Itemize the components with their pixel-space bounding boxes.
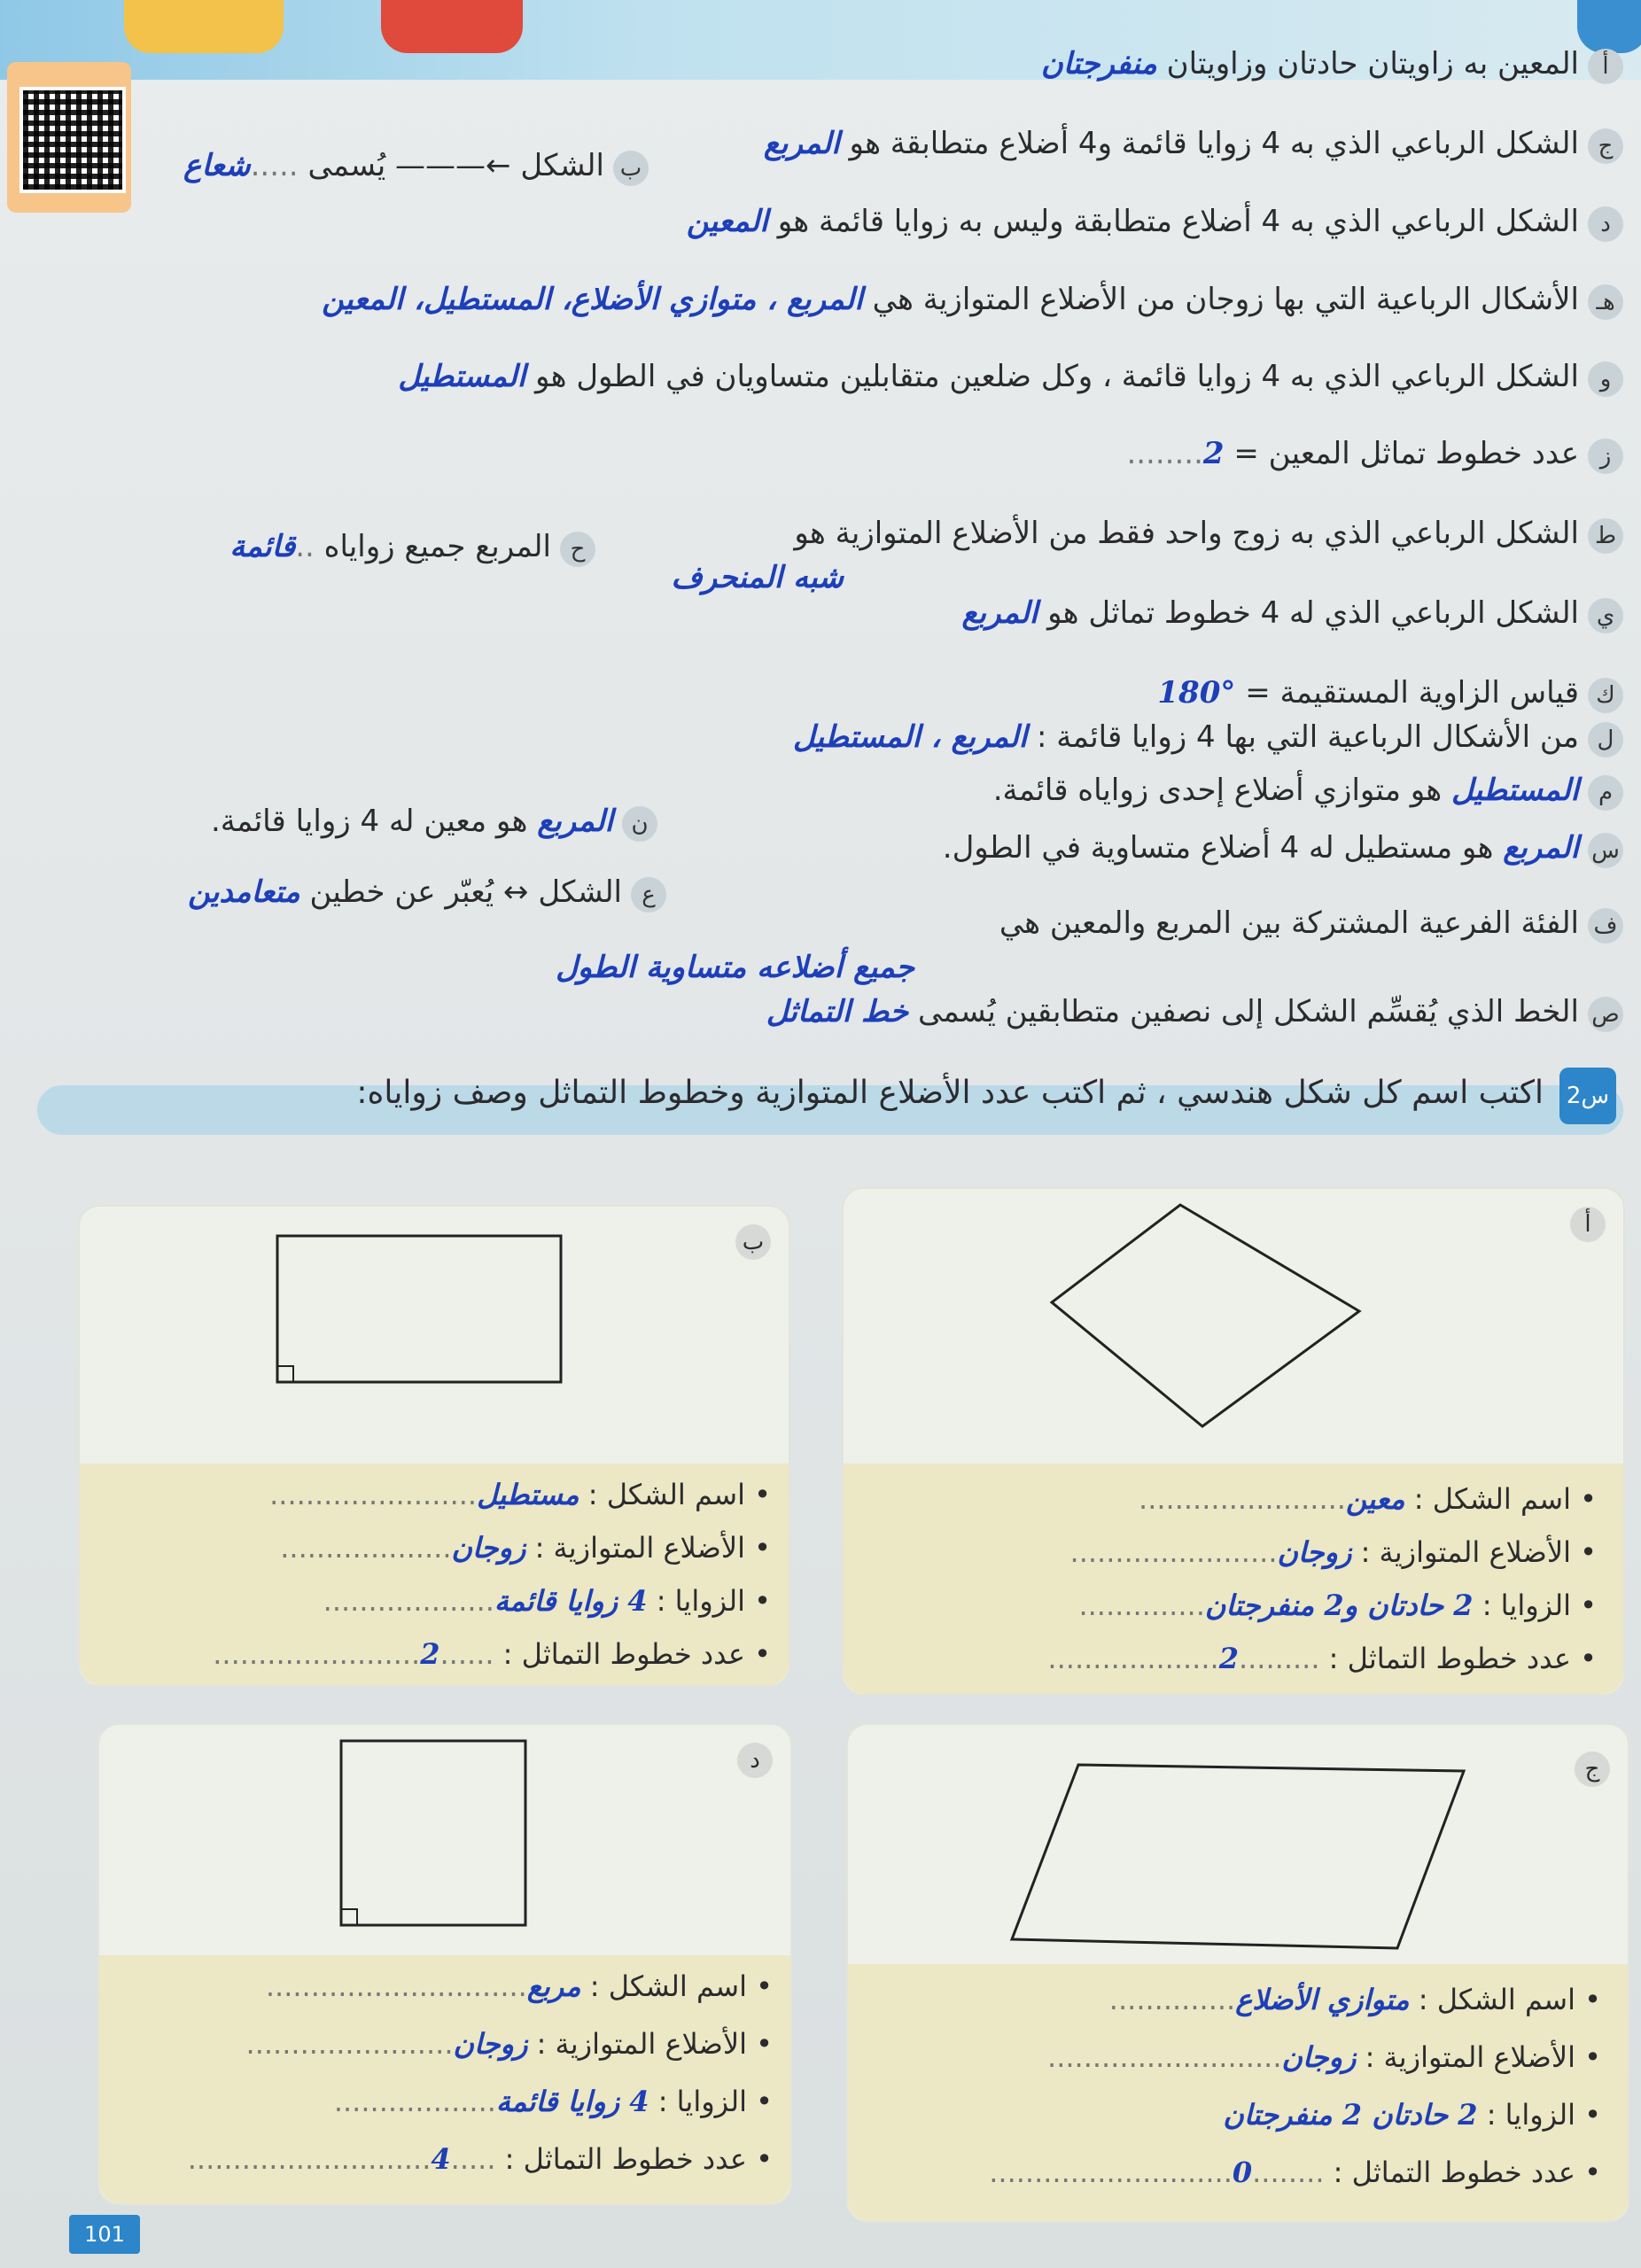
shape-card-c <box>846 1723 1629 2223</box>
qa-item-f-answer: جميع أضلاعه متساوية الطول <box>556 950 914 985</box>
angles-field: • الزوايا : 2 حادتان و2 منفرجتان.............. <box>1078 1588 1597 1622</box>
symmetry-lines-field: • عدد خطوط التماثل : ......2....................... <box>213 1637 771 1671</box>
qa-item-s: سالمربع هو مستطيل له 4 أضلاع متساوية في الطول. <box>943 828 1623 868</box>
rhombus-shape <box>1047 1198 1366 1437</box>
card-fields <box>844 1464 1623 1694</box>
parallelogram-shape <box>1007 1760 1468 1955</box>
card-letter: ب <box>735 1224 771 1260</box>
qa-item-z: زعدد خطوط تماثل المعين = 2........ <box>1126 434 1623 474</box>
angles-field: • الزوايا : 4 زوايا قائمة.................. <box>333 2085 773 2118</box>
shape-name-field: • اسم الشكل : مستطيل....................... <box>269 1478 771 1511</box>
card-letter: د <box>737 1743 773 1778</box>
page-number: 101 <box>69 2215 140 2254</box>
parallel-sides-field: • الأضلاع المتوازية : زوجان................... <box>280 1531 771 1565</box>
rectangle-shape <box>275 1233 567 1393</box>
card-fields <box>80 1464 789 1685</box>
card-letter: أ <box>1570 1207 1606 1242</box>
symmetry-lines-field: • عدد خطوط التماثل : .........2................... <box>1047 1642 1597 1675</box>
symmetry-lines-field: • عدد خطوط التماثل : .....4........................... <box>187 2142 773 2176</box>
qa-item-d: دالشكل الرباعي الذي به 4 أضلاع متطابقة وليس به زوايا قائمة هو المعين <box>687 202 1623 242</box>
qa-item-m: مالمستطيل هو متوازي أضلاع إحدى زواياه قائمة. <box>993 771 1623 811</box>
qa-item-a: أالمعين به زاويتان حادتان وزاويتان منفرجتان <box>1041 44 1623 84</box>
question-2-header <box>11 1068 1623 1130</box>
qa-item-sad: صالخط الذي يُقسِّم الشكل إلى نصفين متطابقين يُسمى خط التماثل <box>766 992 1623 1032</box>
angles-field: • الزوايا : 2 حادتان 2 منفرجتان <box>1223 2098 1601 2132</box>
qa-item-k: كقياس الزاوية المستقيمة = °180 <box>1157 673 1623 713</box>
shape-name-field: • اسم الشكل : مربع............................. <box>265 1969 773 2003</box>
qa-item-w: والشكل الرباعي الذي به 4 زوايا قائمة ، وكل ضلعين متقابلين متساويان في الطول هو المستطيل <box>398 357 1623 397</box>
shape-name-field: • اسم الشكل : معين....................... <box>1139 1482 1597 1516</box>
parallel-sides-field: • الأضلاع المتوازية : زوجان....................... <box>245 2027 773 2061</box>
header-badge-red <box>381 0 523 53</box>
question-2-prompt: اكتب اسم كل شكل هندسي ، ثم اكتب عدد الأضلاع المتوازية وخطوط التماثل وصف زواياه: <box>356 1075 1544 1111</box>
symmetry-lines-field: • عدد خطوط التماثل : ........0........................... <box>989 2155 1601 2189</box>
qa-item-h2: حالمربع جميع زواياه ..قائمة <box>229 527 595 567</box>
card-fields <box>99 1955 790 2203</box>
card-fields <box>848 1964 1628 2221</box>
qa-item-b: بالشكل ←——— يُسمى .....شعاع <box>183 146 649 186</box>
qa-item-t: طالشكل الرباعي الذي به زوج واحد فقط من الأضلاع المتوازية هو <box>794 514 1623 554</box>
shape-card-a <box>842 1187 1625 1696</box>
card-letter: ج <box>1575 1751 1610 1787</box>
parallel-sides-field: • الأضلاع المتوازية : زوجان.......................... <box>1047 2040 1601 2074</box>
qa-item-l: لمن الأشكال الرباعية التي بها 4 زوايا قائمة : المربع ، المستطيل <box>793 718 1623 757</box>
qa-item-h: هـالأشكال الرباعية التي بها زوجان من الأضلاع المتوازية هي المربع ، متوازي الأضلاع، المستطيل، المعين <box>322 280 1623 320</box>
shape-name-field: • اسم الشكل : متوازي الأضلاع.............. <box>1108 1983 1601 2016</box>
qa-item-ain: عالشكل ↔ يُعبّر عن خطين متعامدين <box>188 873 666 913</box>
shape-card-d <box>97 1723 792 2205</box>
question-number-badge: س2 <box>1559 1068 1616 1124</box>
angles-field: • الزوايا : 4 زوايا قائمة................... <box>323 1584 771 1618</box>
square-shape <box>338 1738 529 1929</box>
qr-code-icon <box>7 62 131 213</box>
qa-item-j: جالشكل الرباعي الذي به 4 زوايا قائمة و4 أضلاع متطابقة هو المربع <box>764 124 1623 164</box>
qa-item-y: يالشكل الرباعي الذي له 4 خطوط تماثل هو المربع <box>961 594 1623 633</box>
parallel-sides-field: • الأضلاع المتوازية : زوجان....................... <box>1069 1535 1597 1569</box>
shape-card-b <box>78 1205 790 1687</box>
header-badge-yellow <box>124 0 284 53</box>
qa-item-n: نالمربع هو معين له 4 زوايا قائمة. <box>211 802 657 842</box>
qa-item-f: فالفئة الفرعية المشتركة بين المربع والمعين هي <box>999 904 1623 944</box>
qa-item-t-answer: شبه المنحرف <box>671 560 844 595</box>
